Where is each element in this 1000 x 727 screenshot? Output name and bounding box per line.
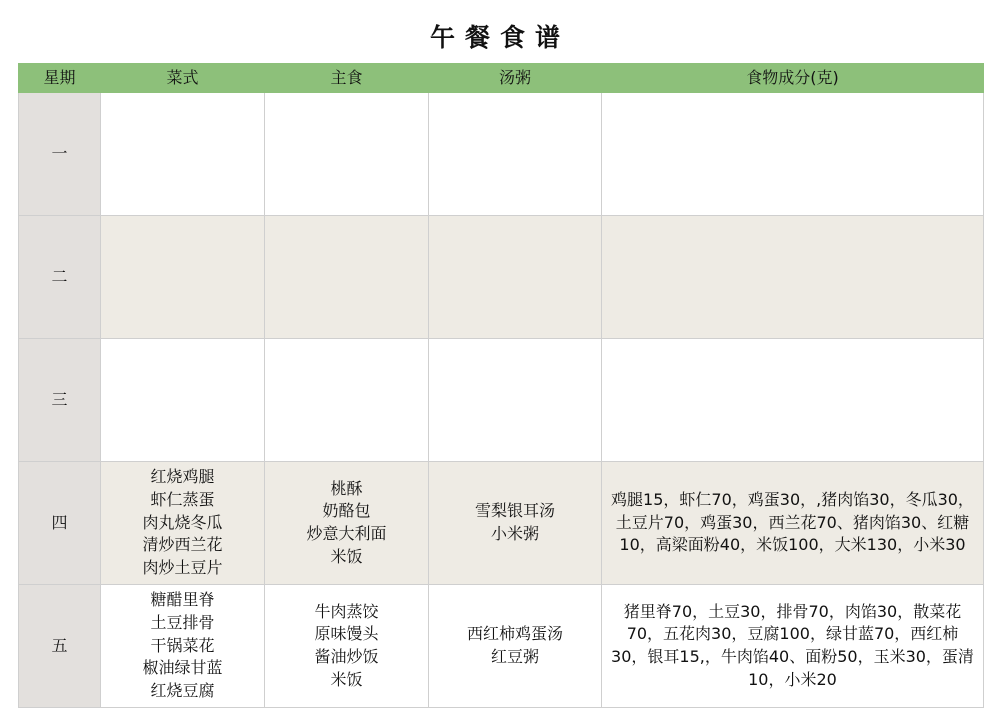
lunch-menu-table (18, 63, 984, 708)
staple-item: 桃酥 (330, 478, 363, 498)
weekday-cell: 二 (19, 216, 101, 339)
staple-cell (265, 93, 429, 216)
staple-item: 原味馒头 (314, 624, 379, 644)
weekday-cell: 五 (19, 585, 101, 708)
soup-cell (429, 339, 602, 462)
dish-item: 清炒西兰花 (142, 535, 223, 555)
dish-item: 椒油绿甘蓝 (142, 658, 223, 678)
staple-cell (265, 585, 429, 708)
dish-item: 肉丸烧冬瓜 (142, 512, 223, 532)
dishes-cell (101, 216, 265, 339)
dish-item: 红烧鸡腿 (150, 467, 215, 487)
page-title: 午餐食谱 (429, 23, 570, 52)
weekday-cell: 一 (19, 93, 101, 216)
staple-item: 米饭 (330, 669, 363, 689)
ingredients-cell (602, 339, 984, 462)
dish-item: 肉炒土豆片 (142, 558, 223, 578)
dish-item: 干锅菜花 (150, 635, 215, 655)
dishes-cell (101, 93, 265, 216)
dish-item: 糖醋里脊 (150, 590, 215, 610)
ingredients-cell (602, 216, 984, 339)
dish-item: 虾仁蒸蛋 (150, 489, 215, 509)
weekday-cell: 三 (19, 339, 101, 462)
table-row (19, 585, 984, 708)
staple-item: 米饭 (330, 546, 363, 566)
soup-cell (429, 93, 602, 216)
soup-item: 西红柿鸡蛋汤 (466, 624, 563, 644)
table-row (19, 93, 984, 216)
staple-item: 炒意大利面 (306, 524, 387, 543)
dishes-cell (101, 339, 265, 462)
dish-item: 红烧豆腐 (150, 681, 215, 701)
soup-item: 红豆粥 (490, 647, 539, 666)
ingredients-cell (602, 93, 984, 216)
dishes-cell (101, 585, 265, 708)
soup-cell (429, 462, 602, 585)
header-soup: 汤粥 (429, 64, 602, 93)
staple-item: 奶酪包 (322, 501, 371, 521)
staple-cell (265, 339, 429, 462)
weekday-cell: 四 (19, 462, 101, 585)
dish-item: 土豆排骨 (150, 612, 215, 632)
staple-cell (265, 462, 429, 585)
table-header-row (19, 64, 984, 93)
staple-item: 牛肉蒸饺 (314, 601, 379, 621)
soup-cell (429, 585, 602, 708)
header-weekday: 星期 (19, 64, 101, 93)
soup-cell (429, 216, 602, 339)
ingredients-cell: 猪里脊70，土豆30，排骨70，肉馅30，散菜花70，五花肉30，豆腐100，绿甘蓝70，西红柿30，银耳15,，牛肉馅40、面粉50，玉米30，蛋清10，小米20 (602, 585, 984, 708)
table-row (19, 216, 984, 339)
header-dishes: 菜式 (101, 64, 265, 93)
ingredients-cell: 鸡腿15，虾仁70，鸡蛋30，,猪肉馅30，冬瓜30，土豆片70，鸡蛋30，西兰花70、猪肉馅30、红糖10，高梁面粉40，米饭100，大米130，小米30 (602, 462, 984, 585)
header-staple: 主食 (265, 64, 429, 93)
staple-item: 酱油炒饭 (314, 647, 379, 666)
soup-item: 小米粥 (490, 524, 539, 543)
soup-item: 雪梨银耳汤 (474, 501, 555, 521)
dishes-cell (101, 462, 265, 585)
table-row (19, 462, 984, 585)
table-row (19, 339, 984, 462)
staple-cell (265, 216, 429, 339)
header-ingredients: 食物成分(克) (602, 64, 984, 93)
